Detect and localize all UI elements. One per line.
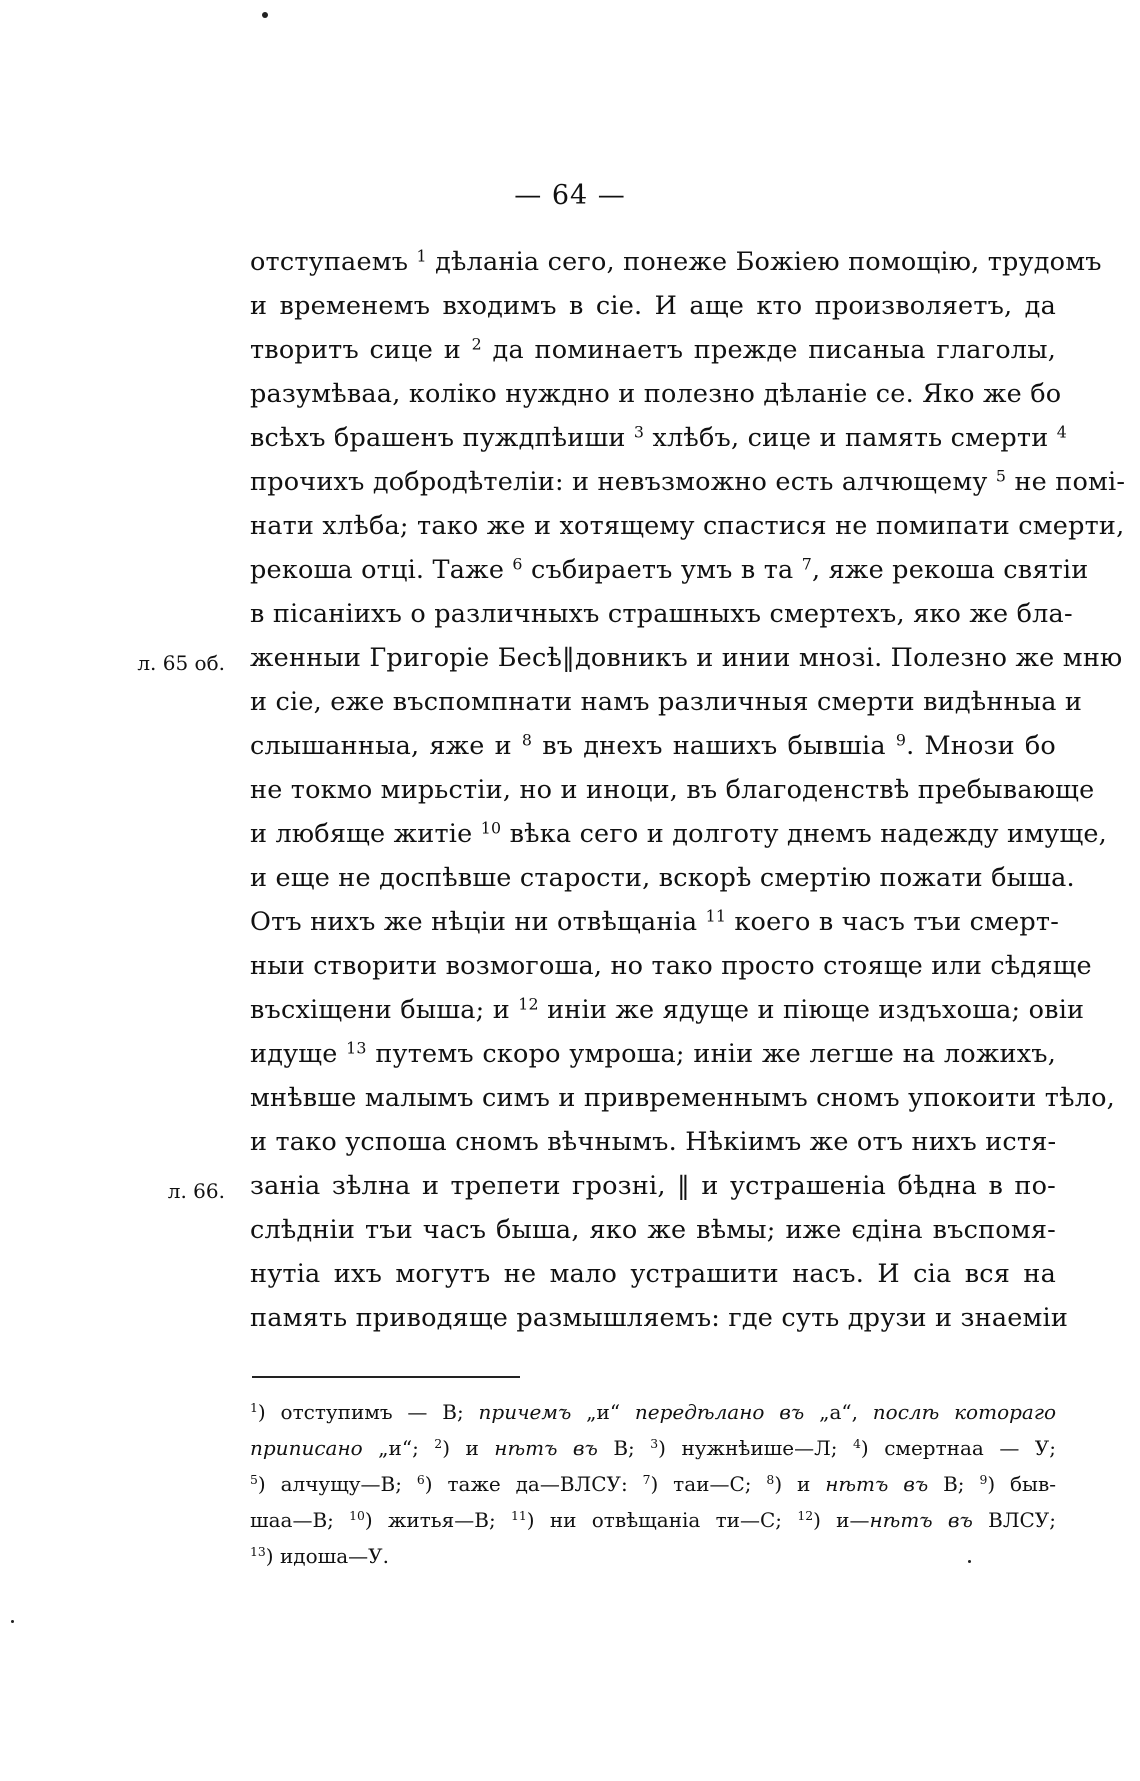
text-line: идуще $^{13}$ путемъ скоро умроша; иніи же легше на ложихъ,	[250, 1038, 1056, 1069]
text-line: ныи створити возмогоша, но тако просто стояще или сѣдяще	[250, 951, 1092, 981]
text-line: рекоша отці. Таже $^6$ събираетъ умъ в та $^7$, яже рекоша святіи	[250, 554, 1089, 585]
footnote-line: $^5$) алчущу—В; $^6$) таже да—ВЛСУ: $^7$) таи—С; $^8$) и нѣтъ въ В; $^9$) быв-	[250, 1472, 1056, 1496]
margin-note-folio-66: л. 66.	[167, 1179, 225, 1203]
text-line: всѣхъ брашенъ пуждпѣиши $^3$ хлѣбъ, сице и память смерти $^4$	[250, 422, 1067, 453]
page-number: — 64 —	[514, 180, 626, 211]
text-line: заніа зѣлна и трепети грозні, ‖ и устрашеніа бѣдна в по-	[250, 1171, 1056, 1201]
text-line: слѣдніи тъи часъ быша, яко же вѣмы; иже єдіна въспомя-	[250, 1215, 1056, 1245]
text-line: память приводяще размышляемъ: где суть друзи и знаеміи	[250, 1303, 1069, 1333]
printer-dot-mark	[11, 1620, 14, 1623]
text-line: не токмо мирьстіи, но и иноци, въ благоденствѣ пребывающе	[250, 775, 1095, 805]
text-line: слышанныа, яже и $^8$ въ днехъ нашихъ бывшіа $^9$. Мнози бо	[250, 730, 1056, 761]
text-line: и еще не доспѣвше старости, вскорѣ смертію пожати быша.	[250, 863, 1075, 893]
text-line: мнѣвше малымъ симъ и привременнымъ сномъ упокоити тѣло,	[250, 1083, 1115, 1113]
text-line: отступаемъ $^1$ дѣланіа сего, понеже Божіею помощію, трудомъ	[250, 246, 1102, 277]
text-line: разумѣваа, коліко нуждно и полезно дѣланіе се. Яко же бо	[250, 379, 1062, 409]
text-line: и сіе, еже въспомпнати намъ различныя смерти видѣнныа и	[250, 687, 1083, 717]
footnote-line: $^{13}$) идоша—У.	[250, 1544, 389, 1568]
text-line: въсхіщени быша; и $^{12}$ иніи же ядуще и піюще издъхоша; овіи	[250, 994, 1085, 1025]
text-line: прочихъ добродѣтеліи: и невъзможно есть алчющему $^5$ не помі-	[250, 466, 1126, 497]
text-line: и любяще житіе $^{10}$ вѣка сего и долготу днемъ надежду имуще,	[250, 818, 1107, 849]
text-line: нутіа ихъ могутъ не мало устрашити насъ. И сіа вся на	[250, 1259, 1056, 1289]
text-line: творитъ сице и $^2$ да поминаетъ прежде писаныа глаголы,	[250, 334, 1057, 365]
text-line: и временемъ входимъ в сіе. И аще кто произволяетъ, да	[250, 291, 1056, 321]
footnote-separator	[252, 1376, 520, 1378]
footnote-line: приписано „и“; $^2$) и нѣтъ въ В; $^3$) нужнѣише—Л; $^4$) смертнаа — У;	[250, 1436, 1056, 1460]
text-line: Отъ нихъ же нѣціи ни отвѣщаніа $^{11}$ коего в часъ тъи смерт-	[250, 906, 1060, 937]
text-line: нати хлѣба; тако же и хотящему спастися не помипати смерти,	[250, 511, 1125, 541]
footnote-line: $^1$) отступимъ — В; причемъ „и“ передѣлано въ „а“, послѣ котораго	[250, 1400, 1056, 1424]
main-text-block	[250, 240, 1126, 1340]
footnote-line: шаа—В; $^{10}$) житья—В; $^{11}$) ни отвѣщаніа ти—С; $^{12}$) и—нѣтъ въ ВЛСУ;	[250, 1508, 1057, 1532]
printer-dot-mark	[262, 12, 268, 18]
footnotes-block	[250, 1394, 1056, 1574]
text-line: в пісаніихъ о различныхъ страшныхъ смертехъ, яко же бла-	[250, 599, 1073, 629]
text-line: женныи Григоріе Бесѣ‖довникъ и инии мнозі. Полезно же мню	[250, 643, 1123, 673]
text-line: и тако успоша сномъ вѣчнымъ. Нѣкіимъ же отъ нихъ истя-	[250, 1127, 1057, 1157]
margin-note-folio-65: л. 65 об.	[137, 651, 225, 675]
